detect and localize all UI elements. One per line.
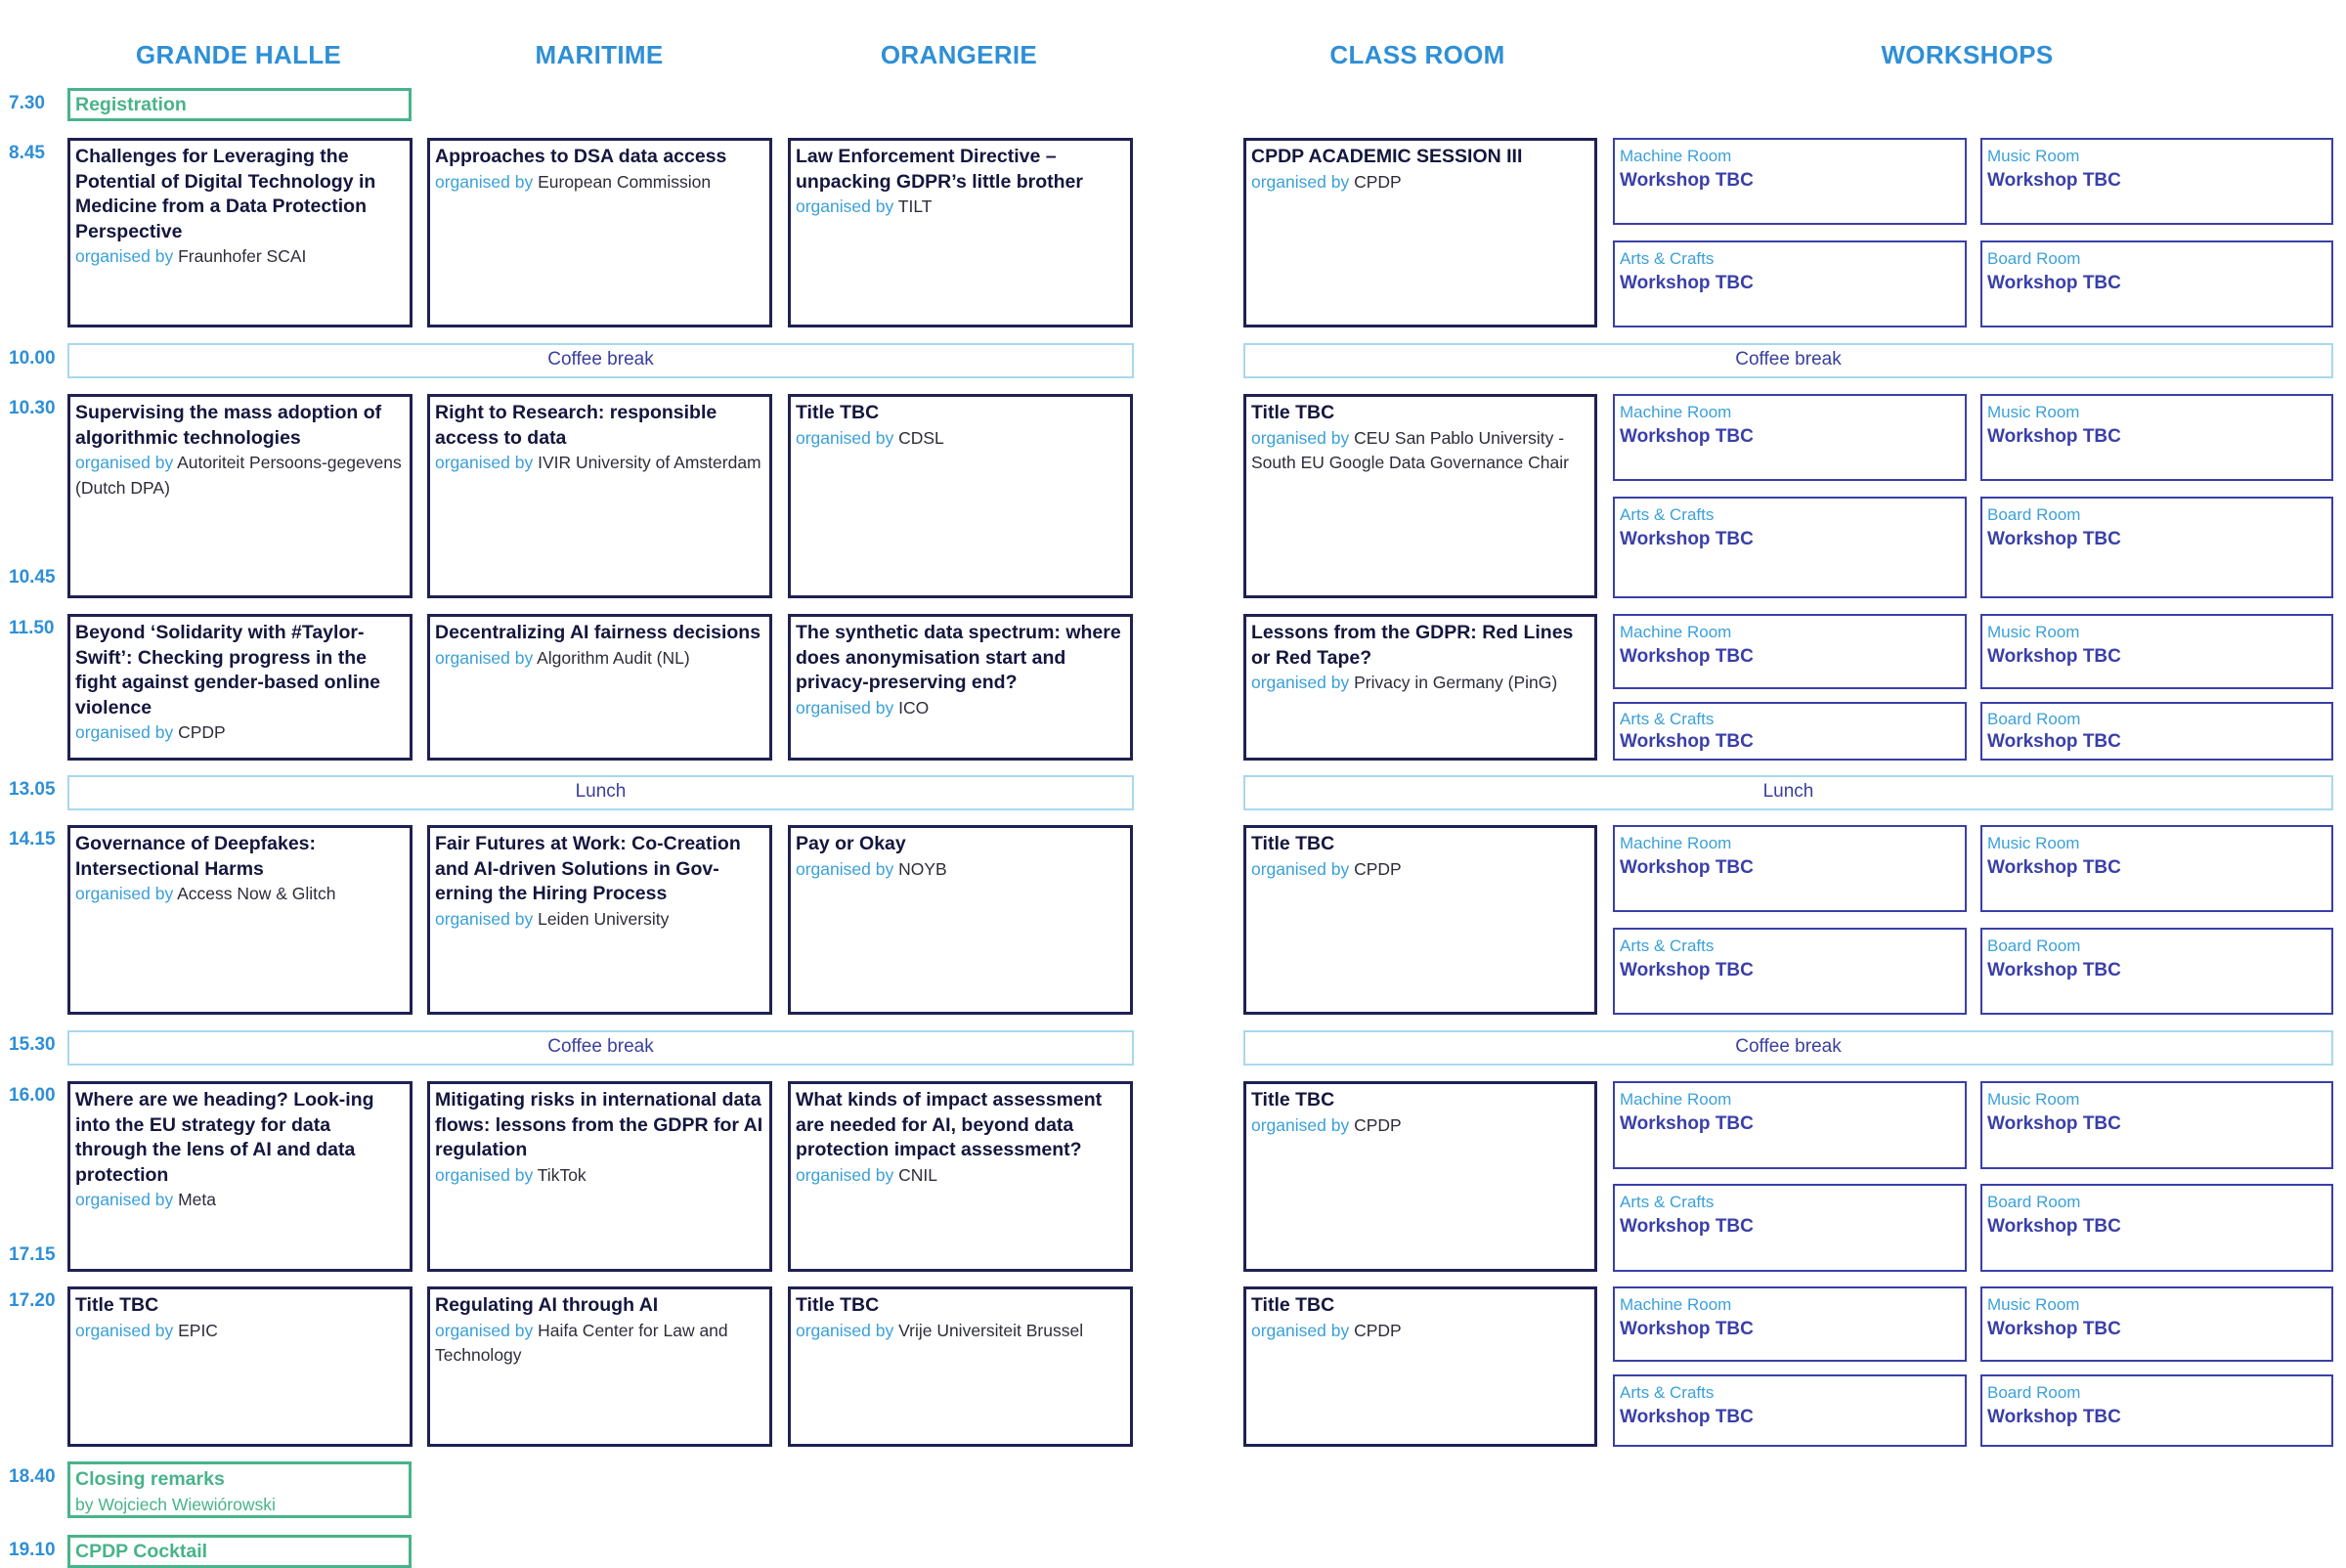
workshop-room: Music Room [1987, 623, 2080, 641]
session-title: Supervising the mass adoption of algorithmic technologies [75, 402, 382, 449]
time-label: 17.15 [9, 1244, 56, 1265]
workshop-card[interactable] [1980, 1374, 2333, 1447]
workshop-title: Workshop TBC [1620, 857, 1754, 878]
session-title: Right to Research: responsible access to data [435, 402, 717, 449]
workshop-title: Workshop TBC [1987, 1216, 2121, 1237]
session-title: Challenges for Leveraging the Potential of Digital Technology in Medicine from a Data Protection Perspective [75, 146, 376, 242]
session-title: Title TBC [75, 1294, 159, 1316]
session-card[interactable] [1243, 614, 1597, 761]
room-header-orangerie: ORANGERIE [880, 40, 1038, 69]
workshop-title: Workshop TBC [1987, 960, 2121, 980]
session-organiser: organised by Algorithm Audit (NL) [435, 647, 690, 668]
workshop-room: Music Room [1987, 403, 2080, 421]
session-card[interactable] [427, 825, 772, 1015]
session-title: Title TBC [1251, 402, 1335, 423]
workshop-card[interactable] [1613, 1081, 1967, 1169]
break-bar: Coffee break [1243, 1030, 2333, 1066]
room-header-workshops: WORKSHOPS [1881, 40, 2054, 69]
workshop-card[interactable] [1980, 1081, 2333, 1169]
session-card[interactable] [1243, 1081, 1597, 1272]
break-bar: Coffee break [1243, 343, 2333, 378]
session-title: Where are we heading? Look-ing into the EU strategy for data through the lens of AI and data protection [75, 1089, 374, 1186]
session-card[interactable] [788, 825, 1133, 1015]
workshop-room: Board Room [1987, 936, 2081, 955]
time-label: 10.30 [9, 398, 56, 418]
session-card[interactable] [427, 394, 772, 598]
workshop-title: Workshop TBC [1987, 273, 2121, 293]
break-bar: Lunch [1243, 775, 2333, 810]
session-card[interactable] [788, 614, 1133, 761]
workshop-card[interactable] [1613, 614, 1967, 689]
session-organiser: organised by Leiden University [435, 908, 670, 929]
registration-label: Registration [75, 94, 187, 115]
session-card[interactable] [788, 138, 1133, 327]
session-card[interactable] [67, 138, 413, 327]
workshop-title: Workshop TBC [1987, 857, 2121, 878]
workshop-title: Workshop TBC [1620, 529, 1754, 549]
time-label: 11.50 [9, 618, 55, 638]
workshop-card[interactable] [1980, 1286, 2333, 1362]
session-title: Title TBC [796, 1294, 880, 1316]
session-title: Mitigating risks in international data flows: lessons from the GDPR for AI regulation [435, 1089, 763, 1160]
session-title: Governance of Deepfakes: Intersectional Harms [75, 833, 317, 880]
session-card[interactable] [1243, 394, 1597, 598]
session-title: Title TBC [1251, 833, 1335, 854]
workshop-card[interactable] [1980, 825, 2333, 912]
room-header-maritime: MARITIME [535, 40, 664, 69]
workshop-room: Music Room [1987, 1295, 2080, 1314]
session-organiser: organised by IVIR University of Amsterdam [435, 453, 761, 472]
closing-remarks-block [67, 1461, 412, 1518]
workshop-room: Arts & Crafts [1620, 710, 1715, 728]
workshop-room: Machine Room [1620, 834, 1732, 852]
workshop-room: Music Room [1987, 834, 2080, 852]
registration-block [67, 88, 412, 121]
session-title: What kinds of impact assessment are needed for AI, beyond data protection impact assessment? [796, 1089, 1103, 1160]
workshop-title: Workshop TBC [1987, 731, 2121, 752]
session-organiser: organised by CPDP [1251, 171, 1402, 192]
workshop-card[interactable] [1613, 138, 1967, 225]
session-organiser: organised by CNIL [796, 1164, 937, 1185]
workshop-room: Arts & Crafts [1620, 1383, 1715, 1402]
workshop-room: Board Room [1987, 710, 2081, 728]
time-label: 17.20 [9, 1290, 56, 1311]
session-title: Regulating AI through AI [435, 1294, 659, 1316]
session-organiser: organised by Autoriteit Persoons-gegevens (Dutch DPA) [75, 453, 402, 498]
time-label: 7.30 [9, 93, 45, 113]
session-card[interactable] [427, 138, 772, 327]
session-card[interactable] [67, 825, 413, 1015]
session-organiser: organised by Fraunhofer SCAI [75, 246, 307, 266]
session-card[interactable] [67, 614, 413, 761]
session-card[interactable] [67, 394, 413, 598]
workshop-title: Workshop TBC [1620, 646, 1754, 667]
workshop-card[interactable] [1980, 614, 2333, 689]
session-card[interactable] [67, 1286, 413, 1447]
time-label: 14.15 [9, 829, 56, 849]
session-organiser: organised by European Commission [435, 171, 712, 192]
session-title: Title TBC [1251, 1089, 1335, 1111]
session-title: The synthetic data spectrum: where does anonymisation start and privacy-preserving end? [796, 622, 1121, 693]
workshop-card[interactable] [1980, 497, 2333, 598]
closing-remarks-title: Closing remarks [75, 1468, 225, 1490]
workshop-card[interactable] [1980, 928, 2333, 1015]
workshop-card[interactable] [1613, 928, 1967, 1015]
session-card[interactable] [427, 1286, 772, 1447]
session-title: Decentralizing AI fairness decisions [435, 622, 761, 643]
workshop-room: Music Room [1987, 147, 2080, 165]
session-title: Fair Futures at Work: Co-Creation and AI-driven Solutions in Gov-erning the Hiring Process [435, 833, 741, 904]
workshop-title: Workshop TBC [1987, 1407, 2121, 1427]
session-title: Beyond ‘Solidarity with #Taylor-Swift’: Checking progress in the fight against gender-based online violence [75, 622, 381, 719]
session-card[interactable] [427, 614, 772, 761]
time-label: 16.00 [9, 1085, 56, 1106]
workshop-title: Workshop TBC [1987, 170, 2121, 191]
session-organiser: organised by Haifa Center for Law and Technology [435, 1320, 728, 1365]
time-label: 18.40 [9, 1466, 56, 1487]
workshop-room: Music Room [1987, 1090, 2080, 1109]
workshop-card[interactable] [1613, 1184, 1967, 1272]
workshop-room: Arts & Crafts [1620, 249, 1715, 268]
workshop-card[interactable] [1613, 702, 1967, 761]
workshop-title: Workshop TBC [1620, 1319, 1754, 1339]
session-organiser: organised by CPDP [1251, 1320, 1402, 1340]
session-organiser: organised by Vrije Universiteit Brussel [796, 1320, 1084, 1340]
time-label: 15.30 [9, 1034, 56, 1055]
break-bar: Coffee break [67, 343, 1134, 378]
session-card[interactable] [1243, 825, 1597, 1015]
workshop-title: Workshop TBC [1620, 1407, 1754, 1427]
session-title: Pay or Okay [796, 833, 906, 854]
workshop-room: Arts & Crafts [1620, 505, 1715, 524]
cocktail-block [67, 1535, 412, 1568]
workshop-card[interactable] [1613, 825, 1967, 912]
workshop-title: Workshop TBC [1987, 1319, 2121, 1339]
session-organiser: organised by CPDP [75, 722, 226, 742]
session-card[interactable] [788, 1286, 1133, 1447]
session-title: Lessons from the GDPR: Red Lines or Red Tape? [1251, 622, 1574, 669]
session-card[interactable] [67, 1081, 413, 1272]
workshop-card[interactable] [1613, 240, 1967, 327]
session-organiser: organised by NOYB [796, 858, 947, 879]
room-header-class-room: CLASS ROOM [1329, 40, 1505, 69]
session-organiser: organised by CPDP [1251, 858, 1402, 879]
workshop-card[interactable] [1613, 394, 1967, 481]
session-title: Title TBC [796, 402, 880, 423]
workshop-card[interactable] [1980, 702, 2333, 761]
session-organiser: organised by TikTok [435, 1164, 586, 1185]
workshop-room: Board Room [1987, 1193, 2081, 1211]
workshop-title: Workshop TBC [1987, 1113, 2121, 1134]
session-title: Law Enforcement Directive – unpacking GDPR’s little brother [796, 146, 1083, 193]
workshop-room: Arts & Crafts [1620, 936, 1715, 955]
workshop-card[interactable] [1613, 1286, 1967, 1362]
workshop-room: Board Room [1987, 1383, 2081, 1402]
time-label: 8.45 [9, 143, 45, 163]
session-title: CPDP ACADEMIC SESSION III [1251, 146, 1523, 167]
workshop-title: Workshop TBC [1987, 426, 2121, 447]
session-title: Title TBC [1251, 1294, 1335, 1316]
workshop-title: Workshop TBC [1620, 731, 1754, 752]
session-organiser: organised by Access Now & Glitch [75, 884, 336, 903]
workshop-card[interactable] [1980, 240, 2333, 327]
workshop-room: Board Room [1987, 505, 2081, 524]
session-card[interactable] [788, 394, 1133, 598]
workshop-card[interactable] [1980, 138, 2333, 225]
session-organiser: organised by EPIC [75, 1320, 218, 1340]
workshop-title: Workshop TBC [1620, 1113, 1754, 1134]
session-organiser: organised by CPDP [1251, 1114, 1402, 1135]
workshop-title: Workshop TBC [1620, 1216, 1754, 1237]
session-organiser: organised by TILT [796, 196, 933, 216]
break-bar: Coffee break [67, 1030, 1134, 1066]
workshop-room: Board Room [1987, 249, 2081, 268]
workshop-title: Workshop TBC [1987, 529, 2121, 549]
workshop-card[interactable] [1613, 497, 1967, 598]
workshop-title: Workshop TBC [1620, 273, 1754, 293]
workshop-card[interactable] [1613, 1374, 1967, 1447]
workshop-room: Machine Room [1620, 403, 1732, 421]
workshop-room: Machine Room [1620, 1090, 1732, 1109]
workshop-room: Machine Room [1620, 147, 1732, 165]
workshop-title: Workshop TBC [1987, 646, 2121, 667]
session-organiser: organised by Privacy in Germany (PinG) [1251, 673, 1558, 692]
cocktail-label: CPDP Cocktail [75, 1541, 208, 1562]
workshop-room: Machine Room [1620, 1295, 1732, 1314]
room-header-grande-halle: GRANDE HALLE [135, 40, 342, 69]
time-label: 13.05 [9, 779, 56, 800]
session-organiser: organised by CEU San Pablo University - South EU Google Data Governance Chair [1251, 427, 1569, 472]
session-card[interactable] [788, 1081, 1133, 1272]
closing-remarks-speaker: by Wojciech Wiewiórowski [75, 1495, 276, 1514]
session-organiser: organised by Meta [75, 1190, 216, 1209]
break-bar: Lunch [67, 775, 1134, 810]
time-label: 10.45 [9, 567, 56, 588]
time-label: 10.00 [9, 348, 56, 369]
workshop-title: Workshop TBC [1620, 170, 1754, 191]
workshop-room: Machine Room [1620, 623, 1732, 641]
workshop-card[interactable] [1980, 394, 2333, 481]
workshop-card[interactable] [1980, 1184, 2333, 1272]
workshop-title: Workshop TBC [1620, 426, 1754, 447]
session-title: Approaches to DSA data access [435, 146, 727, 167]
session-organiser: organised by ICO [796, 697, 930, 718]
session-card[interactable] [1243, 1286, 1597, 1447]
time-label: 19.10 [9, 1540, 56, 1560]
workshop-title: Workshop TBC [1620, 960, 1754, 980]
session-organiser: organised by CDSL [796, 427, 944, 448]
session-card[interactable] [427, 1081, 772, 1272]
workshop-room: Arts & Crafts [1620, 1193, 1715, 1211]
session-card[interactable] [1243, 138, 1597, 327]
